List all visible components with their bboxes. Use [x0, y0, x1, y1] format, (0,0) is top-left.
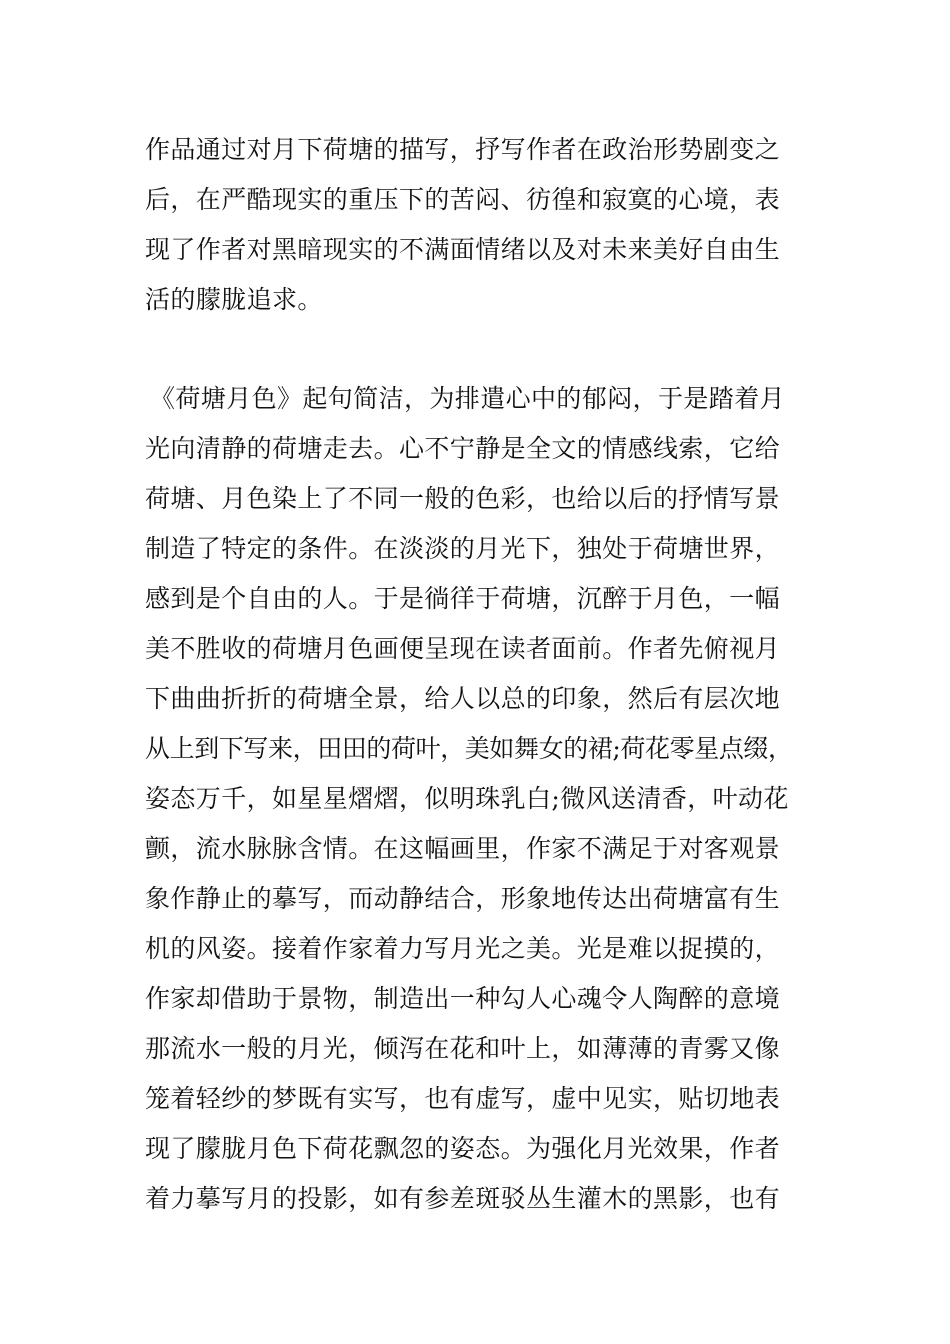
text-line: 机的风姿。接着作家着力写月光之美。光是难以捉摸的， [145, 934, 781, 963]
text-line: 笼着轻纱的梦既有实写，也有虚写，虚中见实，贴切地表 [145, 1084, 781, 1113]
text-line: 姿态万千，如星星熠熠，似明珠乳白;微风送清香，叶动花 [145, 784, 789, 813]
text-line: 那流水一般的月光，倾泻在花和叶上，如薄薄的青雾又像 [145, 1034, 781, 1063]
text-line: 感到是个自由的人。于是徜徉于荷塘，沉醉于月色，一幅 [145, 584, 781, 613]
text-line: 作品通过对月下荷塘的描写，抒写作者在政治形势剧变之 [145, 135, 781, 164]
text-line: 着力摹写月的投影，如有参差斑驳丛生灌木的黑影，也有 [145, 1184, 781, 1213]
text-line: 下曲曲折折的荷塘全景，给人以总的印象，然后有层次地 [145, 684, 781, 713]
text-line: 后，在严酷现实的重压下的苦闷、彷徨和寂寞的心境，表 [145, 185, 781, 214]
text-line: 制造了特定的条件。在淡淡的月光下，独处于荷塘世界， [145, 534, 781, 563]
text-line: 作家却借助于景物，制造出一种勾人心魂令人陶醉的意境 [145, 984, 781, 1013]
text-line: 美不胜收的荷塘月色画便呈现在读者面前。作者先俯视月 [145, 634, 781, 663]
text-line: 现了作者对黑暗现实的不满面情绪以及对未来美好自由生 [145, 235, 781, 264]
text-line: 颤，流水脉脉含情。在这幅画里，作家不满足于对客观景 [145, 834, 781, 863]
text-line: 《荷塘月色》起句简洁，为排遣心中的郁闷，于是踏着月 [150, 384, 786, 413]
text-line: 象作静止的摹写，而动静结合，形象地传达出荷塘富有生 [145, 884, 781, 913]
text-line: 从上到下写来，田田的荷叶，美如舞女的裙;荷花零星点缀， [145, 734, 793, 763]
text-line: 活的朦胧追求。 [145, 285, 323, 314]
text-line: 现了朦胧月色下荷花飘忽的姿态。为强化月光效果，作者 [145, 1134, 781, 1163]
text-line: 荷塘、月色染上了不同一般的色彩，也给以后的抒情写景 [145, 484, 781, 513]
text-line: 光向清静的荷塘走去。心不宁静是全文的情感线索，它给 [145, 434, 781, 463]
